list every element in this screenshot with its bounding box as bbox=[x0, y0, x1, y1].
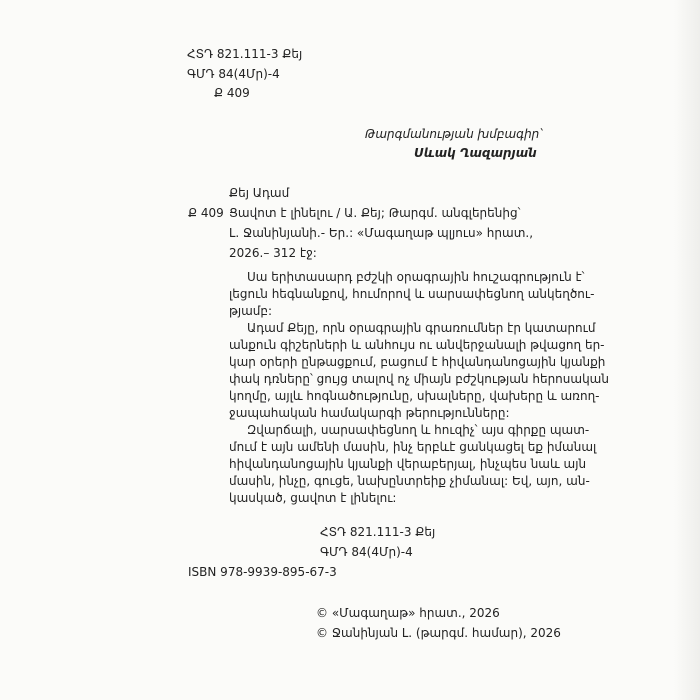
annotation-line: Զվարճալի, սարսափեցնող և հուզիչ՝ այս գիրքը պատ- bbox=[247, 423, 590, 437]
annotation-line: կասկած, ցավոտ է լինելու: bbox=[229, 491, 397, 505]
annotation-line: մասին, ինչը, գուցե, նախընտրեիք չիմանալ: Եվ, այո, ան- bbox=[229, 474, 590, 488]
catalog-line-1: Ցավոտ է լինելու / Ա. Քեյ; Թարգմ. անգլերենից՝ bbox=[229, 206, 521, 220]
annotation-line: կողմը, այլև հոգնածությունը, սխալները, վախերը և առող- bbox=[229, 389, 600, 403]
author-mark: Ք 409 bbox=[214, 86, 250, 100]
editor-name: Սևակ Ղազարյան bbox=[414, 146, 537, 160]
annotation-line: Ադամ Քեյը, որն օրագրային գրառումներ էր կատարում bbox=[247, 321, 596, 335]
annotation-line: անքուն գիշերների և անհույս ու անվերջանալի թվացող եր- bbox=[229, 338, 605, 352]
catalog-line-2: Լ. Ջանինյանի.- Եր.: «Մագաղաթ պլյուս» հրատ., bbox=[229, 226, 534, 240]
annotation-line: թյամբ: bbox=[229, 304, 273, 318]
annotation-line: Սա երիտասարդ բժշկի օրագրային հուշագրություն է՝ bbox=[247, 270, 585, 284]
footer-udc-code: ՀՏԴ 821.111-3 Քեյ bbox=[320, 525, 436, 539]
annotation bbox=[229, 269, 609, 507]
annotation-line: փակ դռները՝ ցույց տալով ոչ միայն բժշկության հերոսական bbox=[229, 372, 609, 386]
copyright-translator: © Ջանինյան Լ. (թարգմ. համար), 2026 bbox=[316, 626, 561, 640]
editor-label: Թարգմանության խմբագիր՝ bbox=[365, 127, 543, 141]
annotation-line: լեցուն հեգնանքով, հումորով և սարսափեցնող անկեղծու- bbox=[229, 287, 595, 301]
udc-code: ՀՏԴ 821.111-3 Քեյ bbox=[187, 47, 303, 61]
page-edge-shadow bbox=[674, 0, 700, 700]
footer-bbk-code: ԳՄԴ 84(4Մր)-4 bbox=[320, 545, 413, 559]
annotation-line: մում է այն ամենի մասին, ինչ երբևէ ցանկացել եք իմանալ bbox=[229, 440, 597, 454]
catalog-mark: Ք 409 bbox=[188, 206, 224, 220]
annotation-line: հիվանդանոցային կյանքի վերաբերյալ, ինչպես նաև այն bbox=[229, 457, 587, 471]
catalog-author: Քեյ Ադամ bbox=[229, 186, 290, 200]
annotation-line: ջապահական համակարգի թերությունները: bbox=[229, 406, 510, 420]
isbn: ISBN 978-9939-895-67-3 bbox=[188, 565, 337, 579]
catalog-line-3: 2026.– 312 էջ: bbox=[229, 246, 317, 260]
annotation-line: կար օրերի ընթացքում, բացում է հիվանդանոցային կյանքի bbox=[229, 355, 606, 369]
copyright-publisher: © «Մագաղաթ» հրատ., 2026 bbox=[316, 606, 500, 620]
bbk-code: ԳՄԴ 84(4Մր)-4 bbox=[187, 67, 280, 81]
